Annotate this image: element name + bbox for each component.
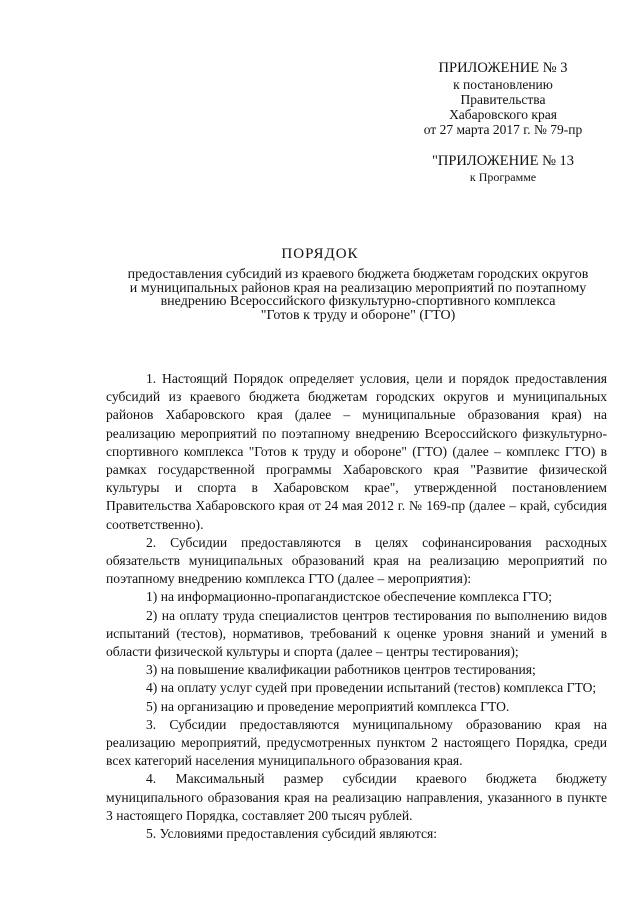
subtitle-line: "Готов к труду и обороне" (ГТО) xyxy=(260,307,456,323)
list-item: 5) на организацию и проведение мероприятий комплекса ГТО. xyxy=(146,698,510,714)
document-body xyxy=(106,370,607,843)
paragraph-2: 2. Субсидии предоставляются в целях софинансирования расходных обязательств муниципальных образований края на реализацию мероприятий по поэтапному внедрению комплекса ГТО (далее – мероприятия): xyxy=(106,534,607,587)
list-item: 1) на информационно-пропагандистское обеспечение комплекса ГТО; xyxy=(146,589,553,605)
subtitle-line: предоставления субсидий из краевого бюджета бюджетам городских округов xyxy=(127,267,589,282)
paragraph-1: 1. Настоящий Порядок определяет условия, цели и порядок предоставления субсидий из краевого бюджета бюджетам городских округов и муниципальных районов Хабаровского края (далее – муниципальные образования края) на реализацию мероприятий по поэтапному внедрению Всероссийского физкультурно-спортивного комплекса "Готов к труду и обороне" (ГТО) (далее – комплекс ГТО) в рамках государственной программы Хабаровского края "Развитие физической культуры и спорта в Хабаровском крае", утвержденной постановлением Правительства Хабаровского края от 24 мая 2012 г. № 169-пр (далее – край, субсидия соответственно). xyxy=(106,371,607,532)
appendix-line: Правительства xyxy=(460,92,546,107)
subtitle-line: и муниципальных районов края на реализацию мероприятий по поэтапному xyxy=(129,280,587,296)
inner-appendix-line: к Программе xyxy=(469,170,537,184)
list-item: 4) на оплату услуг судей при проведении испытаний (тестов) комплекса ГТО; xyxy=(146,680,597,696)
appendix-line: Хабаровского края xyxy=(449,107,557,122)
appendix-date: от 27 марта 2017 г. № 79-пр xyxy=(423,122,583,137)
inner-appendix-title: "ПРИЛОЖЕНИЕ № 13 xyxy=(431,153,575,169)
appendix-line: к постановлению xyxy=(453,77,553,92)
paragraph-5: 5. Условиями предоставления субсидий являются: xyxy=(146,826,438,842)
appendix-title: ПРИЛОЖЕНИЕ № 3 xyxy=(438,60,568,76)
paragraph-4: 4. Максимальный размер субсидии краевого бюджета бюджету муниципального образования края на реализацию направления, указанного в пункте 3 настоящего Порядка, составляет 200 тысяч рублей. xyxy=(106,771,607,823)
paragraph-3: 3. Субсидии предоставляются муниципальному образованию края на реализацию мероприятий, предусмотренных пунктом 2 настоящего Порядка, среди всех категорий населения муниципального образования края. xyxy=(106,716,607,769)
document-subtitle xyxy=(104,268,612,322)
subtitle-line: внедрению Всероссийского физкультурно-спортивного комплекса xyxy=(160,294,556,309)
page-title: ПОРЯДОК xyxy=(281,246,359,262)
list-item: 3) на повышение квалификации работников центров тестирования; xyxy=(146,662,536,678)
appendix-header xyxy=(408,60,598,184)
list-item: 2) на оплату труда специалистов центров тестирования по выполнению видов испытаний (тестов), нормативов, требований к оценке уровня знаний и умений в области физической культуры и спорта (далее – центры тестирования); xyxy=(106,607,607,660)
